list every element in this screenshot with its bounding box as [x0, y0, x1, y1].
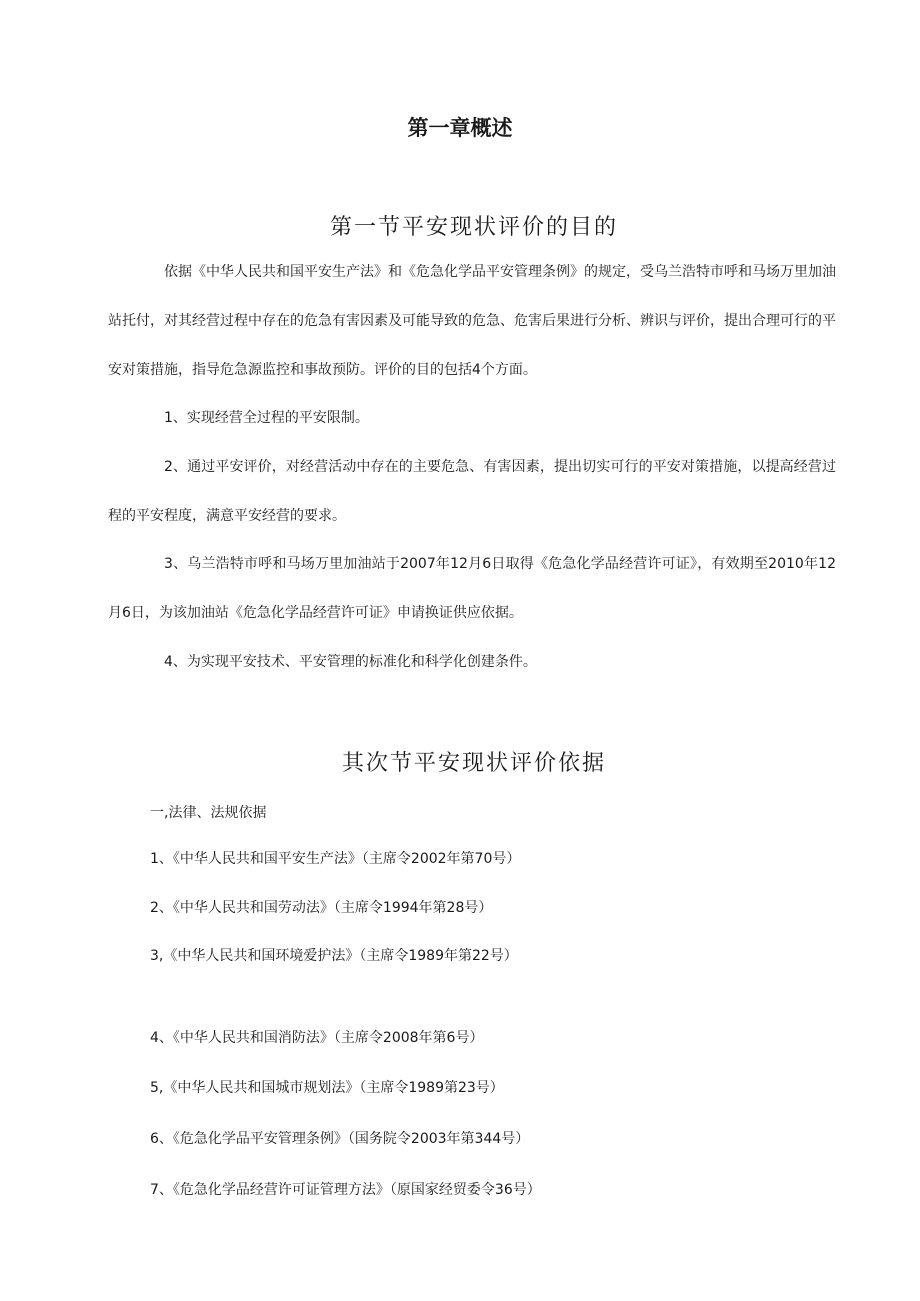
section-1-title: 第一节平安现状评价的目的	[329, 215, 618, 240]
law-item-1: 1、《中华人民共和国平安生产法》（主席令2002年第70号）	[150, 851, 521, 867]
law-item-3: 3,《中华人民共和国环境爱护法》（主席令1989年第22号）	[150, 948, 518, 964]
laws-subheading: 一,法律、法规依据	[150, 805, 267, 821]
law-item-4: 4、《中华人民共和国消防法》（主席令2008年第6号）	[150, 1030, 484, 1046]
law-item-6: 6、《危急化学品平安管理条例》（国务院令2003年第344号）	[150, 1131, 530, 1147]
purpose-item-3: 3、乌兰浩特市呼和马场万里加油站于2007年12月6日取得《危急化学品经营许可证》，有效期至2010年12月6日，为该加油站《危急化学品经营许可证》申请换证供应依据。	[108, 556, 836, 621]
purpose-item-1: 1、实现经营全过程的平安限制。	[164, 410, 369, 426]
purpose-item-2: 2、通过平安评价，对经营活动中存在的主要危急、有害因素，提出切实可行的平安对策措施，以提高经营过程的平安程度，满意平安经营的要求。	[108, 459, 836, 524]
law-item-5: 5,《中华人民共和国城市规划法》（主席令1989第23号）	[150, 1080, 504, 1096]
law-item-7: 7、《危急化学品经营许可证管理方法》（原国家经贸委令36号）	[150, 1182, 541, 1198]
purpose-intro-paragraph: 依据《中华人民共和国平安生产法》和《危急化学品平安管理条例》的规定，受乌兰浩特市呼和马场万里加油站托付，对其经营过程中存在的危急有害因素及可能导致的危急、危害后果进行分析、辨识与评价，提出合理可行的平安对策措施，指导危急源监控和事故预防。评价的目的包括4个方面。	[108, 264, 836, 378]
purpose-item-4: 4、为实现平安技术、平安管理的标准化和科学化创建条件。	[164, 654, 537, 670]
chapter-title: 第一章概述	[407, 116, 513, 140]
section-2-title: 其次节平安现状评价依据	[341, 751, 606, 776]
law-item-2: 2、《中华人民共和国劳动法》（主席令1994年第28号）	[150, 900, 493, 916]
